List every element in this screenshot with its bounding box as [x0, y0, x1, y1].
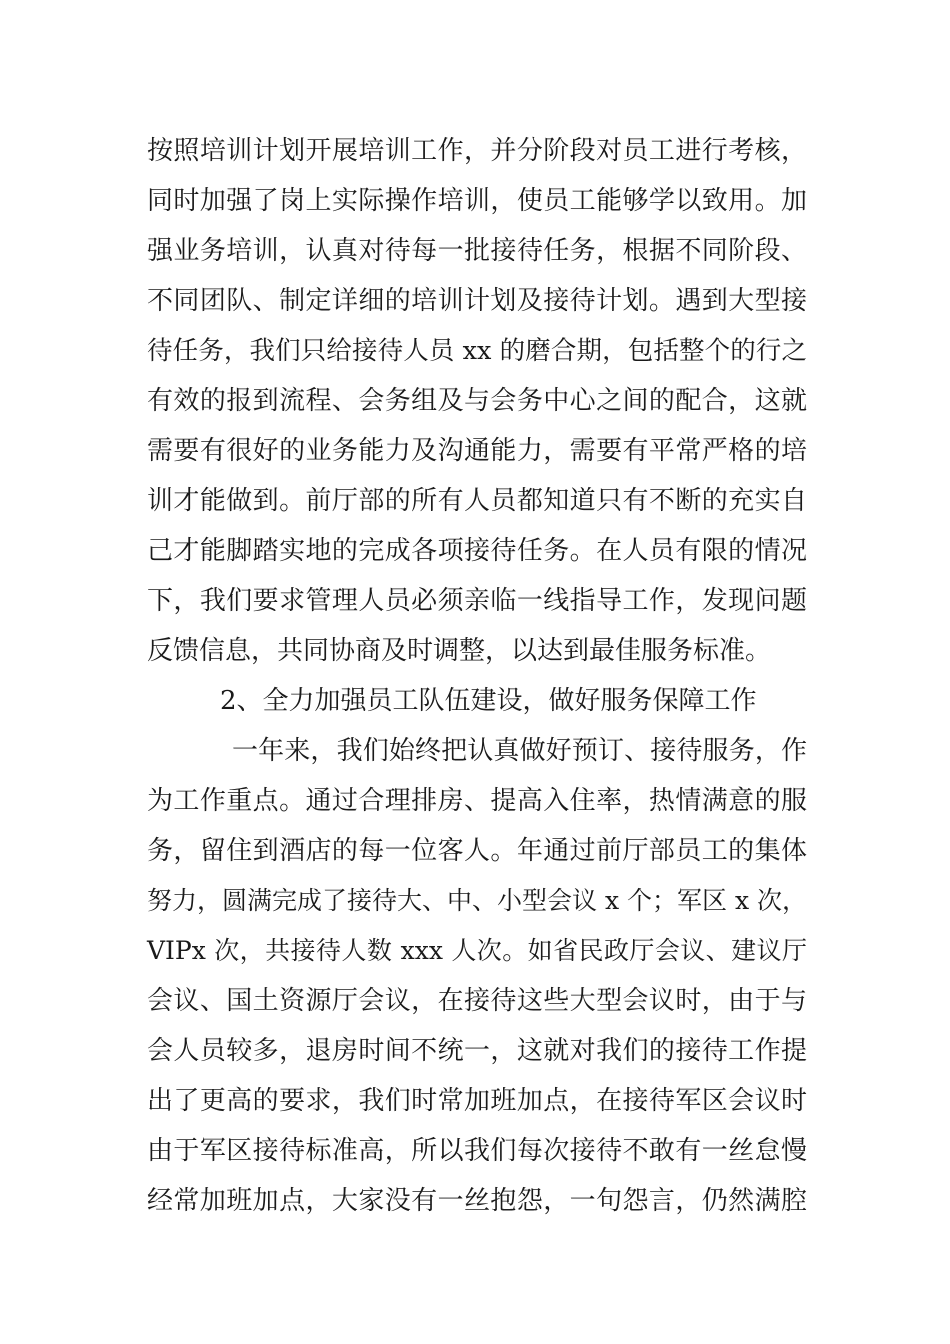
- paragraph-line: 一年来，我们始终把认真做好预订、接待服务，作: [232, 736, 807, 766]
- paragraph-line: 由于军区接待标准高，所以我们每次接待不敢有一丝怠慢: [147, 1136, 807, 1166]
- paragraph-line: 己才能脚踏实地的完成各项接待任务。在人员有限的情况: [147, 536, 807, 566]
- paragraph-line: 出了更高的要求，我们时常加班加点，在接待军区会议时: [147, 1086, 807, 1116]
- paragraph-line: 不同团队、制定详细的培训计划及接待计划。遇到大型接: [147, 286, 807, 316]
- paragraph-line: 按照培训计划开展培训工作，并分阶段对员工进行考核，: [147, 136, 807, 166]
- paragraph-line: 为工作重点。通过合理排房、提高入住率，热情满意的服: [147, 786, 807, 816]
- paragraph-line: 需要有很好的业务能力及沟通能力，需要有平常严格的培: [147, 436, 807, 466]
- paragraph-line: 会议、国土资源厅会议，在接待这些大型会议时，由于与: [147, 986, 807, 1016]
- paragraph-line: 经常加班加点，大家没有一丝抱怨，一句怨言，仍然满腔: [147, 1186, 807, 1216]
- section-heading: 2、全力加强员工队伍建设，做好服务保障工作: [220, 686, 757, 716]
- paragraph-line: 有效的报到流程、会务组及与会务中心之间的配合，这就: [147, 386, 807, 416]
- paragraph-line: 努力，圆满完成了接待大、中、小型会议 x 个；军区 x 次，: [147, 886, 807, 915]
- paragraph-line: 反馈信息，共同协商及时调整，以达到最佳服务标准。: [147, 636, 772, 666]
- paragraph-line: 会人员较多，退房时间不统一，这就对我们的接待工作提: [147, 1036, 807, 1066]
- paragraph-line: 下，我们要求管理人员必须亲临一线指导工作，发现问题: [147, 586, 807, 616]
- paragraph-line: 待任务，我们只给接待人员 xx 的磨合期，包括整个的行之: [147, 336, 807, 366]
- paragraph-line: 务，留住到酒店的每一位客人。年通过前厅部员工的集体: [147, 836, 807, 866]
- paragraph-line: 同时加强了岗上实际操作培训，使员工能够学以致用。加: [147, 186, 807, 216]
- paragraph-line: 强业务培训，认真对待每一批接待任务，根据不同阶段、: [147, 236, 807, 266]
- paragraph-line: VIPx 次，共接待人数 xxx 人次。如省民政厅会议、建议厅: [147, 936, 807, 965]
- paragraph-line: 训才能做到。前厅部的所有人员都知道只有不断的充实自: [147, 486, 807, 516]
